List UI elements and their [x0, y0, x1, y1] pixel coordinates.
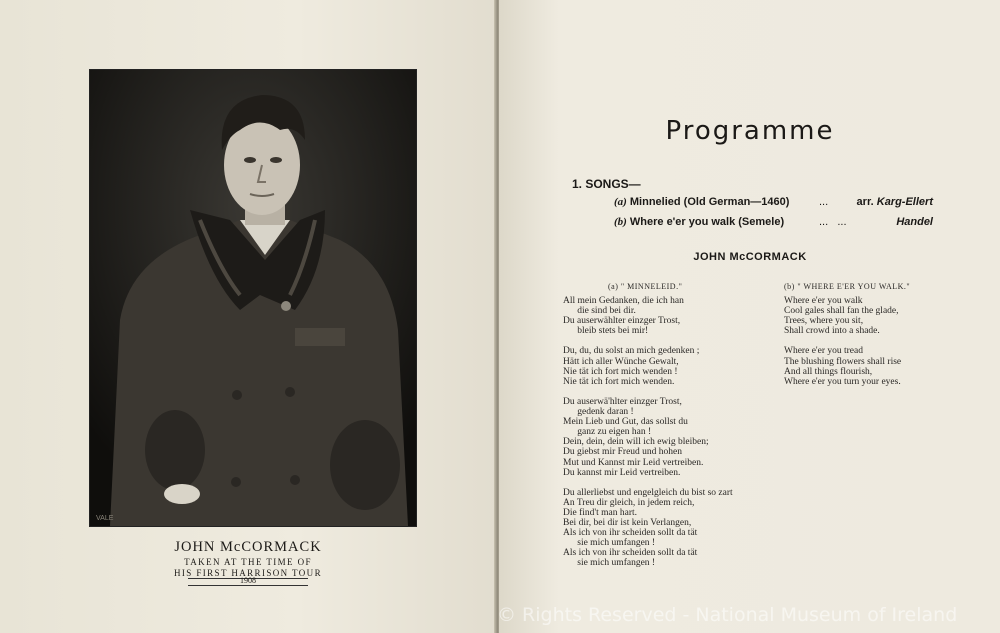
lyric-line: All mein Gedanken, die ich han	[563, 296, 684, 306]
lyric-line	[563, 478, 733, 488]
lyric-line: bleib stets bei mir!	[563, 326, 649, 337]
lyric-line: Shall crowd into a shade.	[784, 326, 880, 337]
lyric-line: Als ich von ihr scheiden sollt da tät	[563, 528, 698, 539]
lyric-line: Hätt ich aller Wünche Gewalt,	[563, 356, 679, 367]
lyric-line: Mein Lieb und Gut, das sollst du	[563, 417, 688, 428]
caption-rule-bottom	[188, 585, 308, 586]
lyric-line	[563, 336, 733, 346]
lyric-line	[563, 387, 733, 397]
lyric-line: gedenk daran !	[563, 407, 634, 418]
caption-name: JOHN McCORMACK	[174, 539, 322, 555]
lyric-line: Dein, dein, dein will ich ewig bleiben;	[563, 437, 709, 448]
lyric-line: ganz zu eigen han !	[563, 427, 652, 438]
lyric-line: Du allerliebst und engelgleich du bist so zart	[563, 487, 733, 498]
caption-line-1: TAKEN AT THE TIME OF	[184, 557, 312, 567]
programme-item-b	[614, 216, 784, 228]
lyric-line: Bei dir, bei dir ist kein Verlangen,	[563, 518, 692, 529]
lyrics-a-text	[563, 296, 733, 569]
item-title: Where e'er you walk (Semele)	[629, 216, 785, 228]
lyric-line: Where e'er you walk	[784, 296, 863, 306]
lyric-line	[784, 336, 901, 346]
lyric-line: Nie tät ich fort mich wenden.	[563, 376, 675, 387]
lyric-line: Where e'er you turn your eyes.	[784, 376, 901, 387]
portrait-photo	[89, 69, 417, 527]
lyric-line: Nie tät ich fort mich wenden !	[563, 366, 678, 377]
lyrics-a-label: (a) " MINNELEID."	[608, 282, 683, 291]
lyric-line: Trees, where you sit,	[784, 316, 864, 327]
programme-item-a	[614, 196, 789, 208]
item-arr: arr.	[856, 196, 874, 208]
caption-year: 1908	[240, 576, 256, 585]
item-title: Minnelied (Old German—1460)	[629, 196, 790, 208]
lyric-line: sie mich umfangen !	[563, 538, 656, 549]
lyric-line: die sind bei dir.	[563, 306, 636, 317]
item-dots: ... ...	[819, 216, 847, 228]
lyrics-b-text	[784, 296, 901, 387]
lyric-line: And all things flourish,	[784, 366, 873, 377]
lyric-line: Du auserwä'hlter einzger Trost,	[563, 396, 682, 407]
lyric-line: Mut und Kannst mir Leid vertreiben.	[563, 457, 704, 468]
lyric-line: Die find't man hart.	[563, 507, 637, 518]
lyric-line: Du, du, du solst an mich gedenken ;	[563, 346, 700, 357]
lyric-line: Where e'er you tread	[784, 346, 863, 357]
lyric-line: The blushing flowers shall rise	[784, 356, 902, 367]
lyric-line: Du kannst mir Leid vertreiben.	[563, 467, 681, 478]
section-heading: 1. SONGS—	[572, 177, 641, 191]
lyric-line: Du giebst mir Freud und hohen	[563, 447, 683, 458]
left-page	[0, 0, 496, 633]
lyric-line: sie mich umfangen !	[563, 558, 656, 569]
photo-signature: VALE	[96, 515, 114, 522]
lyric-line: An Treu dir gleich, in jedem reich,	[563, 497, 695, 508]
lyric-line: Cool gales shall fan the glade,	[784, 306, 899, 317]
item-dots: ...	[819, 196, 829, 208]
item-composer: Handel	[896, 216, 933, 228]
performer-name: JOHN McCORMACK	[693, 251, 807, 263]
lyrics-b-label: (b) " WHERE E'ER YOU WALK."	[784, 282, 911, 291]
item-composer	[851, 196, 933, 208]
composer-name: Karg-Ellert	[876, 196, 933, 208]
lyric-line: Du auserwählter einzger Trost,	[563, 316, 681, 327]
watermark-text: © Rights Reserved - National Museum of Ireland	[497, 604, 958, 626]
page-title: Programme	[665, 116, 835, 146]
lyric-line: Als ich von ihr scheiden sollt da tät	[563, 548, 698, 559]
item-letter: (a)	[614, 196, 627, 208]
item-letter: (b)	[614, 216, 627, 228]
caption-line-2: HIS FIRST HARRISON TOUR	[174, 568, 322, 578]
